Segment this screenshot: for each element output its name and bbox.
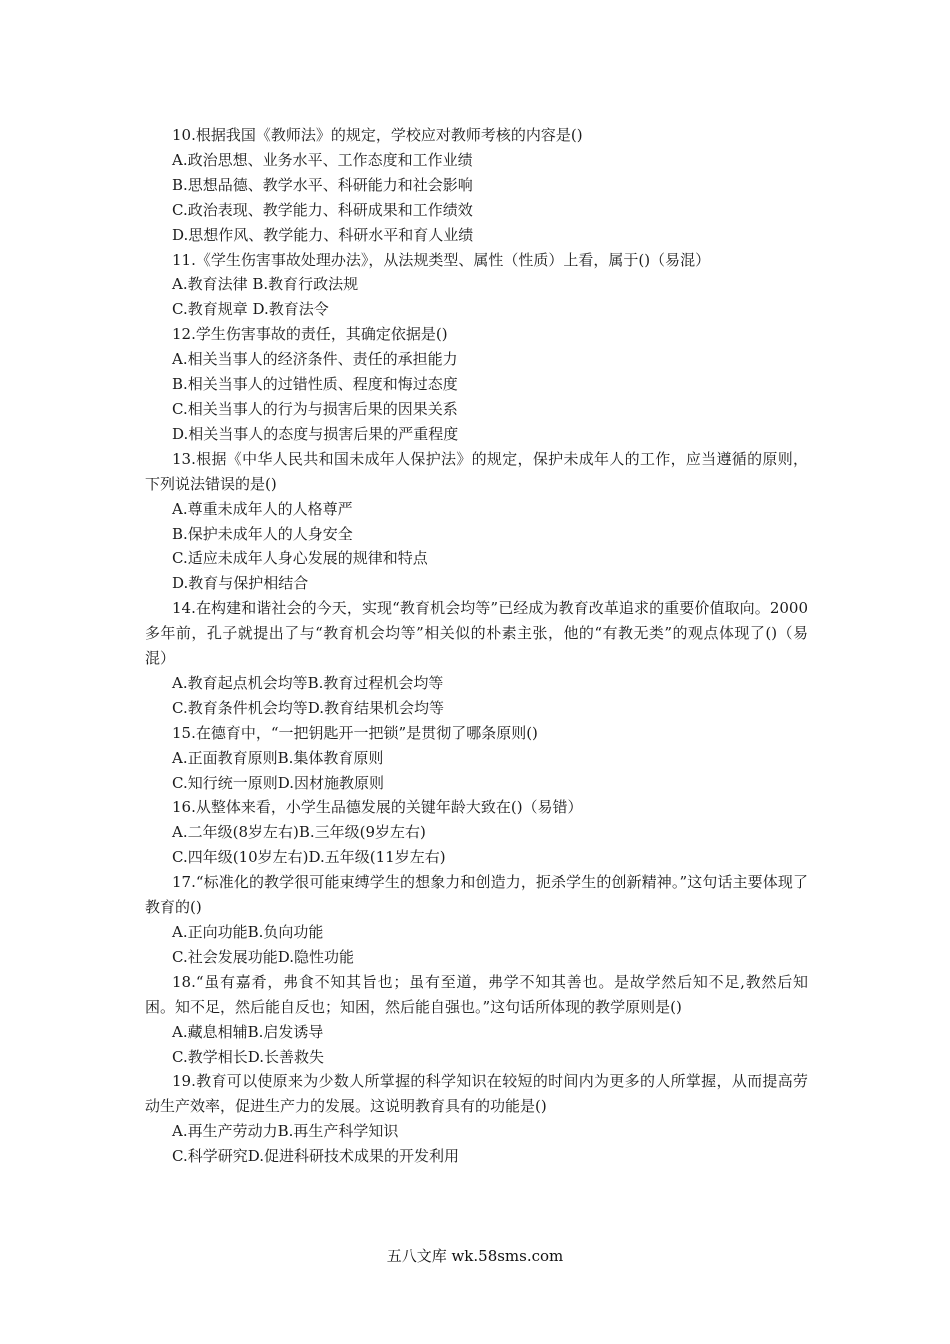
question-stem: 15.在德育中，“一把钥匙开一把锁”是贯彻了哪条原则() <box>172 723 538 742</box>
question-option: B.保护未成年人的人身安全 <box>172 524 353 543</box>
question-option: A.教育法律 B.教育行政法规 <box>172 275 359 294</box>
question-stem: 13.根据《中华人民共和国未成年人保护法》的规定，保护未成年人的工作，应当遵循的原则，下列说法错误的是() <box>145 449 808 493</box>
question-option: C.社会发展功能D.隐性功能 <box>172 947 354 966</box>
question-option: D.教育与保护相结合 <box>172 574 309 593</box>
question-stem: 19.教育可以使原来为少数人所掌握的科学知识在较短的时间内为更多的人所掌握，从而提高劳动生产效率，促进生产力的发展。这说明教育具有的功能是() <box>145 1072 808 1116</box>
question-stem: 17.“标准化的教学很可能束缚学生的想象力和创造力，扼杀学生的创新精神。”这句话主要体现了教育的() <box>145 873 808 917</box>
question-stem: 12.学生伤害事故的责任，其确定依据是() <box>172 325 448 344</box>
question-option: A.正向功能B.负向功能 <box>172 923 324 941</box>
question-option: C.相关当事人的行为与损害后果的因果关系 <box>172 399 458 418</box>
question-option: C.四年级(10岁左右)D.五年级(11岁左右) <box>172 848 446 867</box>
question-option: D.思想作风、教学能力、科研水平和育人业绩 <box>172 225 474 244</box>
question-option: A.尊重未成年人的人格尊严 <box>172 499 353 518</box>
question-list <box>145 123 808 1169</box>
question-option: A.政治思想、业务水平、工作态度和工作业绩 <box>172 150 473 169</box>
question-stem: 14.在构建和谐社会的今天，实现“教育机会均等”已经成为教育改革追求的重要价值取向。2000多年前，孔子就提出了与“教育机会均等”相关似的朴素主张，他的“有教无类”的观点体现了()（易混） <box>145 599 808 668</box>
question-option: C.科学研究D.促进科研技术成果的开发利用 <box>172 1147 459 1166</box>
question-option: B.思想品德、教学水平、科研能力和社会影响 <box>172 175 473 194</box>
question-stem: 16.从整体来看，小学生品德发展的关键年龄大致在()（易错） <box>172 798 583 817</box>
question-option: A.正面教育原则B.集体教育原则 <box>172 748 384 767</box>
page-footer: 五八文库 wk.58sms.com <box>386 1247 564 1265</box>
question-option: A.藏息相辅B.启发诱导 <box>172 1022 324 1041</box>
question-option: C.适应未成年人身心发展的规律和特点 <box>172 549 428 568</box>
question-stem: 11.《学生伤害事故处理办法》，从法规类型、属性（性质）上看，属于()（易混） <box>172 250 711 269</box>
question-option: C.教育规章 D.教育法令 <box>172 300 329 319</box>
question-option: C.政治表现、教学能力、科研成果和工作绩效 <box>172 200 473 219</box>
question-option: A.相关当事人的经济条件、责任的承担能力 <box>172 350 458 369</box>
question-option: B.相关当事人的过错性质、程度和悔过态度 <box>172 375 458 394</box>
question-option: C.知行统一原则D.因材施教原则 <box>172 773 384 792</box>
question-stem: 10.根据我国《教师法》的规定，学校应对教师考核的内容是() <box>172 126 583 144</box>
question-option: D.相关当事人的态度与损害后果的严重程度 <box>172 424 459 443</box>
question-option: C.教育条件机会均等D.教育结果机会均等 <box>172 698 444 717</box>
question-option: A.教育起点机会均等B.教育过程机会均等 <box>172 673 444 692</box>
question-option: A.再生产劳动力B.再生产科学知识 <box>172 1122 399 1141</box>
question-stem: 18.“虽有嘉肴，弗食不知其旨也；虽有至道，弗学不知其善也。是故学然后知不足,教然后知困。知不足，然后能自反也；知困，然后能自强也。”这句话所体现的教学原则是() <box>145 972 808 1016</box>
question-option: A.二年级(8岁左右)B.三年级(9岁左右) <box>172 823 426 842</box>
question-option: C.教学相长D.长善救失 <box>172 1047 324 1066</box>
